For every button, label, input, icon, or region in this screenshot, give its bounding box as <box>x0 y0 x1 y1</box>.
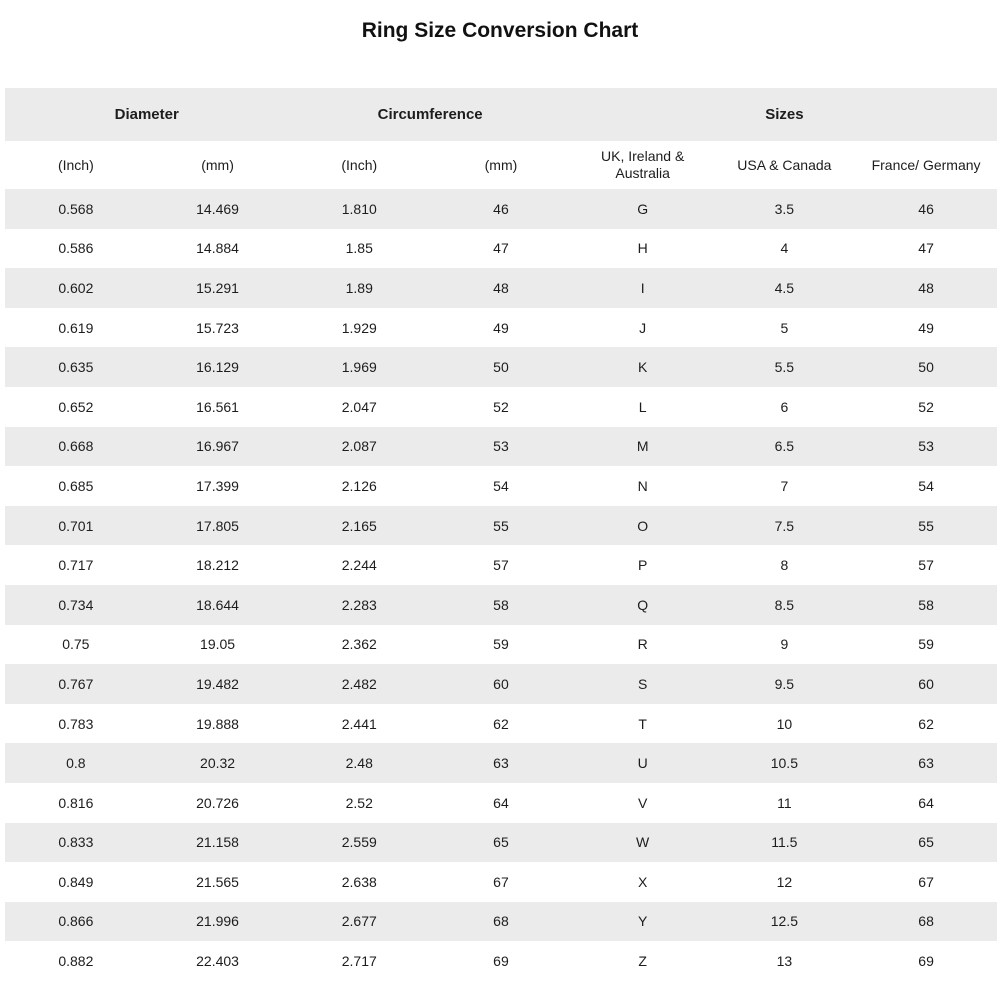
table-cell: O <box>637 517 649 534</box>
table-cell: 21.565 <box>196 873 239 890</box>
table-cell: 60 <box>493 675 509 692</box>
table-cell: 0.8 <box>66 755 86 772</box>
table-cell: P <box>637 557 648 574</box>
table-row <box>5 704 997 744</box>
column-group-header-diameter: Diameter <box>114 106 179 123</box>
table-cell: 19.05 <box>200 636 236 653</box>
table-cell: Y <box>637 913 648 930</box>
table-cell: 0.734 <box>58 596 94 613</box>
column-group-header-circumference: Circumference <box>377 106 483 123</box>
table-cell: 2.244 <box>341 557 377 574</box>
table-cell: 69 <box>918 953 934 970</box>
table-row <box>5 427 997 467</box>
table-cell: 57 <box>493 557 509 574</box>
table-cell: 2.638 <box>341 873 377 890</box>
table-cell: 0.685 <box>58 477 94 494</box>
table-cell: Z <box>638 953 647 970</box>
table-cell: 2.362 <box>341 636 377 653</box>
table-cell: 19.482 <box>196 675 239 692</box>
table-cell: 52 <box>493 398 509 415</box>
table-cell: 69 <box>493 953 509 970</box>
column-header: UK, Ireland & Australia <box>601 148 685 181</box>
table-cell: T <box>638 715 647 732</box>
table-cell: 0.619 <box>58 319 94 336</box>
table-cell: 46 <box>918 200 934 217</box>
table-cell: J <box>639 319 647 336</box>
table-cell: L <box>638 398 647 415</box>
table-cell: 65 <box>918 834 934 851</box>
table-cell: 6.5 <box>774 438 795 455</box>
table-cell: X <box>637 873 648 890</box>
table-cell: 1.969 <box>341 359 377 376</box>
table-cell: 0.602 <box>58 279 94 296</box>
table-cell: 55 <box>493 517 509 534</box>
table-cell: 2.087 <box>341 438 377 455</box>
table-cell: 1.85 <box>345 240 373 257</box>
table-cell: 64 <box>493 794 509 811</box>
table-cell: 50 <box>918 359 934 376</box>
table-cell: 0.767 <box>58 675 94 692</box>
column-header: (Inch) <box>57 156 94 173</box>
table-cell: 60 <box>918 675 934 692</box>
table-cell: 67 <box>493 873 509 890</box>
table-cell: 62 <box>493 715 509 732</box>
table-cell: 18.644 <box>196 596 239 613</box>
table-cell: 58 <box>493 596 509 613</box>
table-cell: 0.586 <box>58 240 94 257</box>
table-cell: 0.75 <box>62 636 90 653</box>
table-row <box>5 783 997 823</box>
table-cell: 0.882 <box>58 953 94 970</box>
table-cell: 52 <box>918 398 934 415</box>
table-cell: 12 <box>776 873 793 890</box>
table-cell: 68 <box>918 913 934 930</box>
table-cell: 53 <box>918 438 934 455</box>
table-cell: 2.441 <box>341 715 377 732</box>
table-cell: 15.723 <box>196 319 239 336</box>
table-cell: 1.810 <box>341 200 377 217</box>
column-header: France/ Germany <box>871 156 981 173</box>
table-cell: 9 <box>780 636 789 653</box>
table-cell: 48 <box>918 279 934 296</box>
table-row <box>5 347 997 387</box>
table-cell: 64 <box>918 794 934 811</box>
table-cell: 0.866 <box>58 913 94 930</box>
table-cell: 14.884 <box>196 240 239 257</box>
table-cell: 2.126 <box>341 477 377 494</box>
table-cell: 5.5 <box>774 359 795 376</box>
table-cell: 0.668 <box>58 438 94 455</box>
table-cell: 2.559 <box>341 834 377 851</box>
table-cell: 0.568 <box>58 200 94 217</box>
table-cell: 8 <box>780 557 789 574</box>
table-cell: 20.32 <box>200 755 236 772</box>
table-cell: 54 <box>493 477 509 494</box>
table-cell: 2.047 <box>341 398 377 415</box>
table-cell: 47 <box>493 240 509 257</box>
table-cell: 0.652 <box>58 398 94 415</box>
table-cell: 54 <box>918 477 934 494</box>
table-row <box>5 229 997 269</box>
table-cell: 6 <box>780 398 789 415</box>
table-cell: 57 <box>918 557 934 574</box>
table-cell: 16.967 <box>196 438 239 455</box>
table-cell: 10.5 <box>770 755 798 772</box>
table-cell: 62 <box>918 715 934 732</box>
conversion-table <box>5 88 997 981</box>
table-cell: Q <box>637 596 649 613</box>
table-cell: 3.5 <box>774 200 795 217</box>
table-cell: S <box>637 675 648 692</box>
table-cell: 0.783 <box>58 715 94 732</box>
table-cell: N <box>637 477 648 494</box>
table-cell: V <box>637 794 648 811</box>
column-group-header-sizes: Sizes <box>765 106 804 123</box>
table-cell: 7.5 <box>774 517 795 534</box>
table-cell: 21.996 <box>196 913 239 930</box>
table-cell: 58 <box>918 596 934 613</box>
table-cell: 47 <box>918 240 934 257</box>
table-cell: 4.5 <box>774 279 795 296</box>
table-cell: 0.849 <box>58 873 94 890</box>
table-cell: U <box>637 755 648 772</box>
table-row <box>5 506 997 546</box>
table-cell: 13 <box>776 953 793 970</box>
table-row <box>5 743 997 783</box>
table-body <box>5 189 997 981</box>
table-cell: 20.726 <box>196 794 239 811</box>
table-cell: R <box>637 636 648 653</box>
table-cell: 18.212 <box>196 557 239 574</box>
table-cell: 0.816 <box>58 794 94 811</box>
table-cell: 46 <box>493 200 509 217</box>
table-cell: 65 <box>493 834 509 851</box>
table-row <box>5 585 997 625</box>
table-cell: 5 <box>780 319 789 336</box>
table-cell: 49 <box>918 319 934 336</box>
table-cell: 59 <box>918 636 934 653</box>
table-cell: 10 <box>776 715 793 732</box>
table-cell: 50 <box>493 359 509 376</box>
table-cell: H <box>637 240 648 257</box>
column-header: (Inch) <box>341 156 378 173</box>
table-cell: 49 <box>493 319 509 336</box>
table-cell: 2.283 <box>341 596 377 613</box>
table-cell: 14.469 <box>196 200 239 217</box>
table-row <box>5 308 997 348</box>
table-cell: M <box>636 438 649 455</box>
column-header: USA & Canada <box>737 156 832 173</box>
table-row <box>5 625 997 665</box>
table-row <box>5 823 997 863</box>
table-column-header-row <box>5 141 997 189</box>
table-cell: 17.805 <box>196 517 239 534</box>
page-title: Ring Size Conversion Chart <box>361 19 639 42</box>
table-cell: 2.677 <box>341 913 377 930</box>
table-cell: 0.833 <box>58 834 94 851</box>
table-cell: 63 <box>918 755 934 772</box>
table-row <box>5 862 997 902</box>
table-cell: 8.5 <box>774 596 795 613</box>
table-cell: 16.561 <box>196 398 239 415</box>
table-cell: 22.403 <box>196 953 239 970</box>
table-row <box>5 545 997 585</box>
table-row <box>5 189 997 229</box>
table-cell: 2.48 <box>345 755 373 772</box>
table-cell: 17.399 <box>196 477 239 494</box>
table-row <box>5 268 997 308</box>
table-group-header-row <box>5 88 997 141</box>
table-cell: 2.165 <box>341 517 377 534</box>
table-cell: 21.158 <box>196 834 239 851</box>
table-row <box>5 941 997 981</box>
table-row <box>5 664 997 704</box>
table-cell: 1.929 <box>341 319 377 336</box>
table-cell: 0.701 <box>58 517 94 534</box>
table-cell: 4 <box>780 240 789 257</box>
table-cell: K <box>637 359 648 376</box>
table-cell: 63 <box>493 755 509 772</box>
table-cell: 59 <box>493 636 509 653</box>
table-cell: 11.5 <box>771 834 798 851</box>
table-cell: 2.52 <box>345 794 373 811</box>
table-cell: 53 <box>493 438 509 455</box>
table-row <box>5 466 997 506</box>
table-cell: 19.888 <box>196 715 239 732</box>
table-cell: 55 <box>918 517 934 534</box>
table-cell: 67 <box>918 873 934 890</box>
table-cell: 15.291 <box>196 279 239 296</box>
table-cell: 2.482 <box>341 675 377 692</box>
table-cell: 2.717 <box>341 953 377 970</box>
table-row <box>5 902 997 942</box>
table-cell: 7 <box>780 477 789 494</box>
table-cell: 0.635 <box>58 359 94 376</box>
table-cell: 16.129 <box>196 359 239 376</box>
table-cell: I <box>640 279 645 296</box>
table-cell: 11 <box>777 794 792 811</box>
table-cell: W <box>636 834 650 851</box>
column-header: (mm) <box>201 156 234 173</box>
table-cell: G <box>637 200 649 217</box>
table-cell: 48 <box>493 279 509 296</box>
table-cell: 68 <box>493 913 509 930</box>
table-row <box>5 387 997 427</box>
table-cell: 12.5 <box>770 913 798 930</box>
table-cell: 0.717 <box>58 557 94 574</box>
table-cell: 9.5 <box>774 675 795 692</box>
table-cell: 1.89 <box>345 279 373 296</box>
column-header: (mm) <box>484 156 518 173</box>
